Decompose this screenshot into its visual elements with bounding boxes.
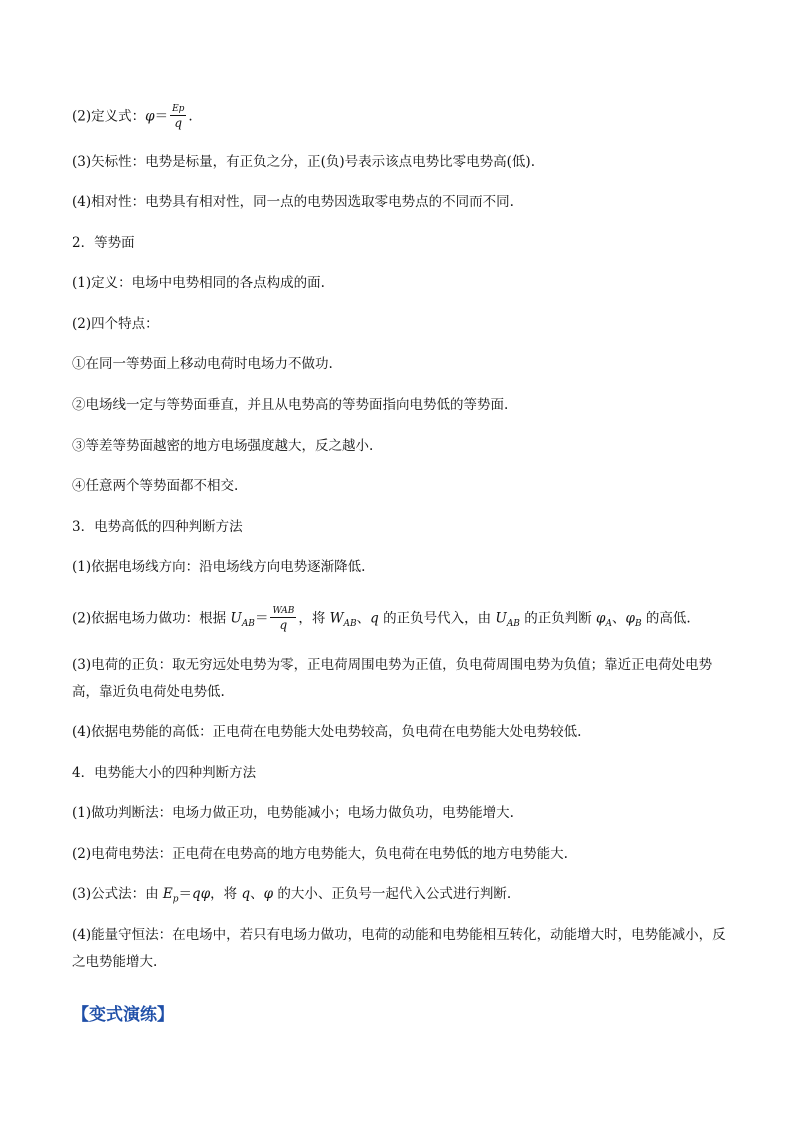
q-symbol: q xyxy=(370,610,379,627)
w-symbol: W xyxy=(329,610,344,627)
text-c: ，将 xyxy=(210,886,242,902)
relativity-line: (4)相对性：电势具有相对性，同一点的电势因选取零电势点的不同而不同. xyxy=(72,194,514,210)
energy-method-formula xyxy=(72,885,732,909)
period: . xyxy=(188,108,193,125)
phi-a-symbol: φ xyxy=(596,610,606,627)
text-e: 的正负判断 xyxy=(519,610,597,627)
fraction-denominator: q xyxy=(279,618,288,632)
text-d: 、 xyxy=(250,886,264,902)
q-phi-product: qφ xyxy=(192,886,211,902)
definition-label: (2)定义式： xyxy=(72,108,146,125)
four-features-title: (2)四个特点： xyxy=(72,316,159,332)
vector-scalar-line: (3)矢标性：电势是标量，有正负之分，正(负)号表示该点电势比零电势高(低). xyxy=(72,154,535,170)
equals-sign: ＝ xyxy=(154,108,169,125)
method-potential-energy: (4)依据电势能的高低：正电荷在电势能大处电势较高，负电荷在电势能大处电势较低. xyxy=(72,724,582,740)
equals-sign: ＝ xyxy=(178,886,193,902)
u-subscript-2: AB xyxy=(506,619,520,630)
method-charge-sign: (3)电荷的正负：取无穷远处电势为零，正电荷周围电势为正值，负电荷周围电势为负值；靠近正电荷处电势高，靠近负电荷处电势低. xyxy=(72,657,713,700)
u-symbol: U xyxy=(230,610,242,627)
feature-4: ④任意两个等势面都不相交. xyxy=(72,478,239,494)
phi-a-subscript: A xyxy=(605,619,612,630)
energy-method-conservation: (4)能量守恒法：在电场中，若只有电场力做功，电荷的动能和电势能相互转化，动能增大时，电势能减小，反之电势能增大. xyxy=(72,927,726,970)
feature-3: ③等差等势面越密的地方电场强度越大，反之越小. xyxy=(72,438,374,454)
fraction-denominator: q xyxy=(174,116,183,130)
text-b: ，将 xyxy=(298,610,330,627)
phi-symbol: φ xyxy=(145,108,155,125)
feature-2: ②电场线一定与等势面垂直，并且从电势高的等势面指向电势低的等势面. xyxy=(72,397,509,413)
section-heading: 【变式演练】 xyxy=(72,1005,174,1025)
energy-method-charge: (2)电荷电势法：正电荷在电势高的地方电势能大，负电荷在电势低的地方电势能大. xyxy=(72,846,568,862)
u-symbol-2: U xyxy=(495,610,507,627)
phi-b-subscript: B xyxy=(634,619,642,630)
text-e: 的大小、正负号一起代入公式进行判断. xyxy=(273,886,512,902)
feature-1: ①在同一等势面上移动电荷时电场力不做功. xyxy=(72,356,333,372)
definition-formula xyxy=(72,104,732,130)
energy-method-work: (1)做功判断法：电场力做正功，电势能减小；电场力做负功，电势能增大. xyxy=(72,805,514,821)
method-work-line xyxy=(72,606,732,633)
equals-sign: ＝ xyxy=(254,610,269,627)
text-c: 、 xyxy=(356,610,371,627)
q-symbol: q xyxy=(241,886,251,902)
fraction-numerator: Ep xyxy=(172,104,185,114)
e-subscript: p xyxy=(172,894,179,905)
text-f: 、 xyxy=(611,610,626,627)
section-3-title: 3．电势高低的四种判断方法 xyxy=(72,519,243,535)
equipotential-definition: (1)定义：电场中电势相同的各点构成的面. xyxy=(72,275,325,291)
text-d: 的正负号代入，由 xyxy=(378,610,496,627)
text-g: 的高低. xyxy=(641,610,691,627)
section-4-title: 4．电势能大小的四种判断方法 xyxy=(72,765,257,781)
text-a: (2)依据电场力做功：根据 xyxy=(72,610,231,627)
phi-symbol: φ xyxy=(263,886,274,902)
e-symbol: E xyxy=(162,886,173,902)
u-subscript: AB xyxy=(241,619,255,630)
wab-over-q-fraction xyxy=(270,606,296,632)
w-subscript: AB xyxy=(343,619,357,630)
section-2-title: 2．等势面 xyxy=(72,235,135,251)
text-a: (3)公式法：由 xyxy=(72,886,163,902)
ep-over-q-fraction xyxy=(170,104,186,130)
phi-b-symbol: φ xyxy=(625,610,635,627)
method-field-line: (1)依据电场线方向：沿电场线方向电势逐渐降低. xyxy=(72,559,366,575)
fraction-numerator: WAB xyxy=(272,606,295,616)
